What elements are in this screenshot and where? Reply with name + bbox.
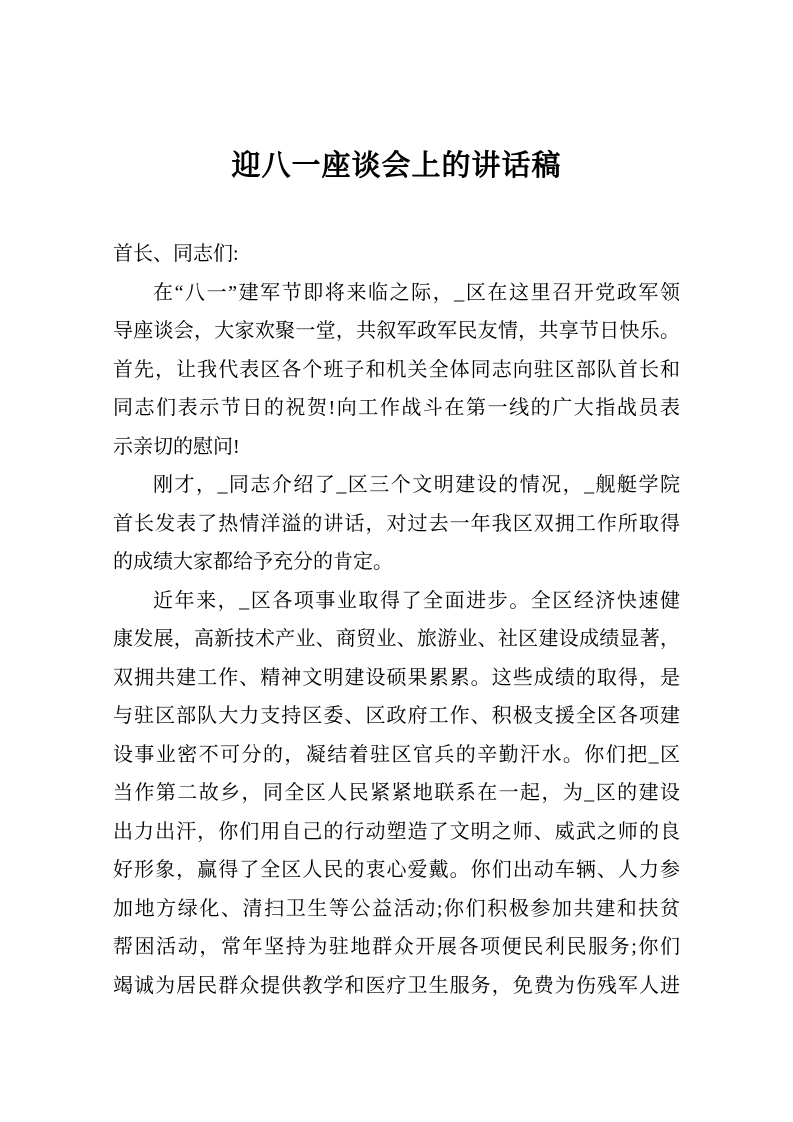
text-line: 首长发表了热情洋溢的讲话，对过去一年我区双拥工作所取得 [113, 512, 680, 535]
text-line: 同志们表示节日的祝贺!向工作战斗在第一线的广大指战员表 [113, 397, 680, 419]
text-line: 出力出汗，你们用自己的行动塑造了文明之师、威武之师的良 [113, 820, 680, 843]
text-line: 康发展，高新技术产业、商贸业、旅游业、社区建设成绩显著， [113, 628, 680, 650]
text-line: 帮困活动，常年坚持为驻地群众开展各项便民利民服务;你们 [113, 936, 680, 958]
text-line: 近年来，_区各项事业取得了全面进步。全区经济快速健 [153, 589, 680, 612]
text-line: 首长、同志们: [113, 243, 239, 265]
paragraph [113, 235, 680, 274]
text-line: 刚才，_同志介绍了_区三个文明建设的情况，_舰艇学院 [153, 474, 680, 496]
text-line: 当作第二故乡，同全区人民紧紧地联系在一起，为_区的建设 [113, 782, 680, 804]
document-title: 迎八一座谈会上的讲话稿 [231, 150, 562, 182]
text-line: 加地方绿化、清扫卫生等公益活动;你们积极参加共建和扶贫 [113, 897, 680, 920]
text-line: 设事业密不可分的，凝结着驻区官兵的辛勤汗水。你们把_区 [113, 743, 680, 766]
paragraph [113, 274, 680, 467]
document-body [113, 235, 680, 1005]
paragraph [113, 582, 680, 1006]
paragraph [113, 466, 680, 582]
text-line: 双拥共建工作、精神文明建设硕果累累。这些成绩的取得，是 [113, 666, 680, 689]
text-line: 与驻区部队大力支持区委、区政府工作、积极支援全区各项建 [113, 705, 680, 727]
text-line: 在“八一”建军节即将来临之际，_区在这里召开党政军领 [153, 281, 680, 304]
text-line: 竭诚为居民群众提供教学和医疗卫生服务，免费为伤残军人进 [113, 974, 680, 997]
text-line: 示亲切的慰问! [113, 435, 240, 458]
text-line: 导座谈会，大家欢聚一堂，共叙军政军民友情，共享节日快乐。 [113, 320, 680, 342]
text-line: 的成绩大家都给予充分的肯定。 [113, 551, 393, 573]
text-line: 好形象，赢得了全区人民的衷心爱戴。你们出动车辆、人力参 [113, 859, 680, 881]
text-line: 首先，让我代表区各个班子和机关全体同志向驻区部队首长和 [113, 358, 680, 381]
